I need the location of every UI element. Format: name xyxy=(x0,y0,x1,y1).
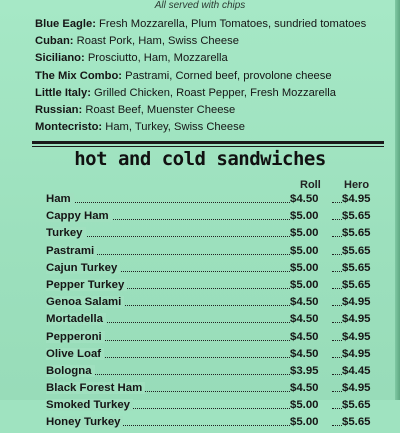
special-name: Russian: xyxy=(35,104,83,117)
dotted-leader xyxy=(332,340,342,341)
sandwich-name: Smoked Turkey xyxy=(46,399,133,411)
special-name: The Mix Combo: xyxy=(35,69,123,82)
roll-price: $4.50 xyxy=(290,347,319,360)
special-item xyxy=(35,85,395,102)
hero-price: $5.65 xyxy=(342,278,371,291)
column-header-roll: Roll xyxy=(300,179,321,191)
sandwich-name: Honey Turkey xyxy=(46,416,123,428)
sandwich-row xyxy=(46,330,386,347)
dotted-leader xyxy=(332,305,342,306)
roll-price: $4.50 xyxy=(290,382,319,395)
special-description: Fresh Mozzarella, Plum Tomatoes, sundried tomatoes xyxy=(95,18,367,30)
roll-price: $5.00 xyxy=(290,261,319,274)
sandwich-name: Pastrami xyxy=(46,245,97,257)
sandwich-row xyxy=(46,381,386,398)
sandwich-row xyxy=(46,364,386,381)
roll-price: $5.00 xyxy=(290,210,319,223)
special-item xyxy=(35,16,395,33)
sandwich-row xyxy=(46,295,386,312)
special-name: Little Italy: xyxy=(35,86,91,99)
dotted-leader xyxy=(332,322,342,323)
special-item xyxy=(35,50,395,67)
roll-price: $5.00 xyxy=(290,227,319,240)
roll-price: $4.50 xyxy=(290,330,319,343)
sandwich-row xyxy=(46,415,386,432)
sandwich-name: Turkey xyxy=(46,227,86,239)
hero-price: $5.65 xyxy=(342,399,371,412)
hero-price: $5.65 xyxy=(342,261,371,274)
dotted-leader xyxy=(332,219,342,220)
dotted-leader xyxy=(50,202,290,203)
sandwich-row xyxy=(46,347,386,364)
hero-price: $4.95 xyxy=(342,296,371,309)
column-header-hero: Hero xyxy=(344,179,370,191)
roll-price: $4.50 xyxy=(290,313,319,326)
specials-list xyxy=(35,16,395,136)
dotted-leader xyxy=(332,408,342,409)
sandwich-row xyxy=(46,312,386,329)
special-description: Roast Beef, Muenster Cheese xyxy=(82,104,236,117)
hero-price: $5.65 xyxy=(342,416,371,429)
roll-price: $4.50 xyxy=(290,296,319,309)
hero-price: $4.95 xyxy=(342,193,371,205)
sandwich-row xyxy=(46,278,386,295)
sandwich-name: Cappy Ham xyxy=(46,210,112,222)
special-description: Prosciutto, Ham, Mozzarella xyxy=(84,52,228,65)
section-divider-thick xyxy=(32,141,384,144)
sandwich-name: Pepperoni xyxy=(46,331,105,343)
roll-price: $5.00 xyxy=(290,278,319,291)
dotted-leader xyxy=(332,271,342,272)
special-item xyxy=(35,33,395,50)
served-with-chips-note: All served with chips xyxy=(154,0,246,11)
sandwich-row xyxy=(46,398,386,415)
sandwich-row xyxy=(46,261,386,278)
dotted-leader xyxy=(50,236,290,237)
sandwich-name: Cajun Turkey xyxy=(46,262,120,274)
hero-price: $4.95 xyxy=(342,382,371,395)
sandwich-name: Olive Loaf xyxy=(46,348,104,360)
hero-price: $4.95 xyxy=(342,347,371,360)
page-edge-shadow xyxy=(395,0,400,400)
dotted-leader xyxy=(332,202,342,203)
section-divider-thin xyxy=(32,146,384,147)
sandwich-row xyxy=(46,209,386,226)
special-name: Blue Eagle: xyxy=(35,18,96,30)
dotted-leader xyxy=(332,254,342,255)
special-item xyxy=(35,119,395,136)
sandwich-name: Ham xyxy=(46,193,74,205)
sandwich-row xyxy=(46,192,386,209)
sandwich-price-list xyxy=(46,192,386,433)
section-title: hot and cold sandwiches xyxy=(74,148,326,170)
special-name: Siciliano: xyxy=(35,52,85,65)
roll-price: $4.50 xyxy=(290,193,319,205)
dotted-leader xyxy=(332,391,342,392)
hero-price: $5.65 xyxy=(342,210,371,223)
dotted-leader xyxy=(332,236,342,237)
sandwich-name: Bologna xyxy=(46,365,95,377)
roll-price: $5.00 xyxy=(290,416,319,429)
hero-price: $4.95 xyxy=(342,330,371,343)
sandwich-name: Black Forest Ham xyxy=(46,382,145,394)
special-item xyxy=(35,68,395,85)
hero-price: $4.95 xyxy=(342,313,371,326)
sandwich-name: Genoa Salami xyxy=(46,296,124,308)
sandwich-row xyxy=(46,226,386,243)
sandwich-name: Mortadella xyxy=(46,313,106,325)
roll-price: $5.00 xyxy=(290,244,319,257)
special-description: Roast Pork, Ham, Swiss Cheese xyxy=(73,35,239,48)
special-description: Grilled Chicken, Roast Pepper, Fresh Mozzarella xyxy=(90,86,336,99)
dotted-leader xyxy=(332,288,342,289)
special-item xyxy=(35,102,395,119)
roll-price: $5.00 xyxy=(290,399,319,412)
special-description: Ham, Turkey, Swiss Cheese xyxy=(102,121,245,134)
hero-price: $5.65 xyxy=(342,227,371,240)
hero-price: $5.65 xyxy=(342,244,371,257)
hero-price: $4.45 xyxy=(342,364,371,377)
special-description: Pastrami, Corned beef, provolone cheese xyxy=(122,69,332,82)
sandwich-name: Pepper Turkey xyxy=(46,279,127,291)
roll-price: $3.95 xyxy=(290,364,319,377)
special-name: Cuban: xyxy=(35,35,74,48)
dotted-leader xyxy=(332,425,342,426)
sandwich-row xyxy=(46,244,386,261)
dotted-leader xyxy=(332,374,342,375)
special-name: Montecristo: xyxy=(35,121,103,134)
dotted-leader xyxy=(332,357,342,358)
